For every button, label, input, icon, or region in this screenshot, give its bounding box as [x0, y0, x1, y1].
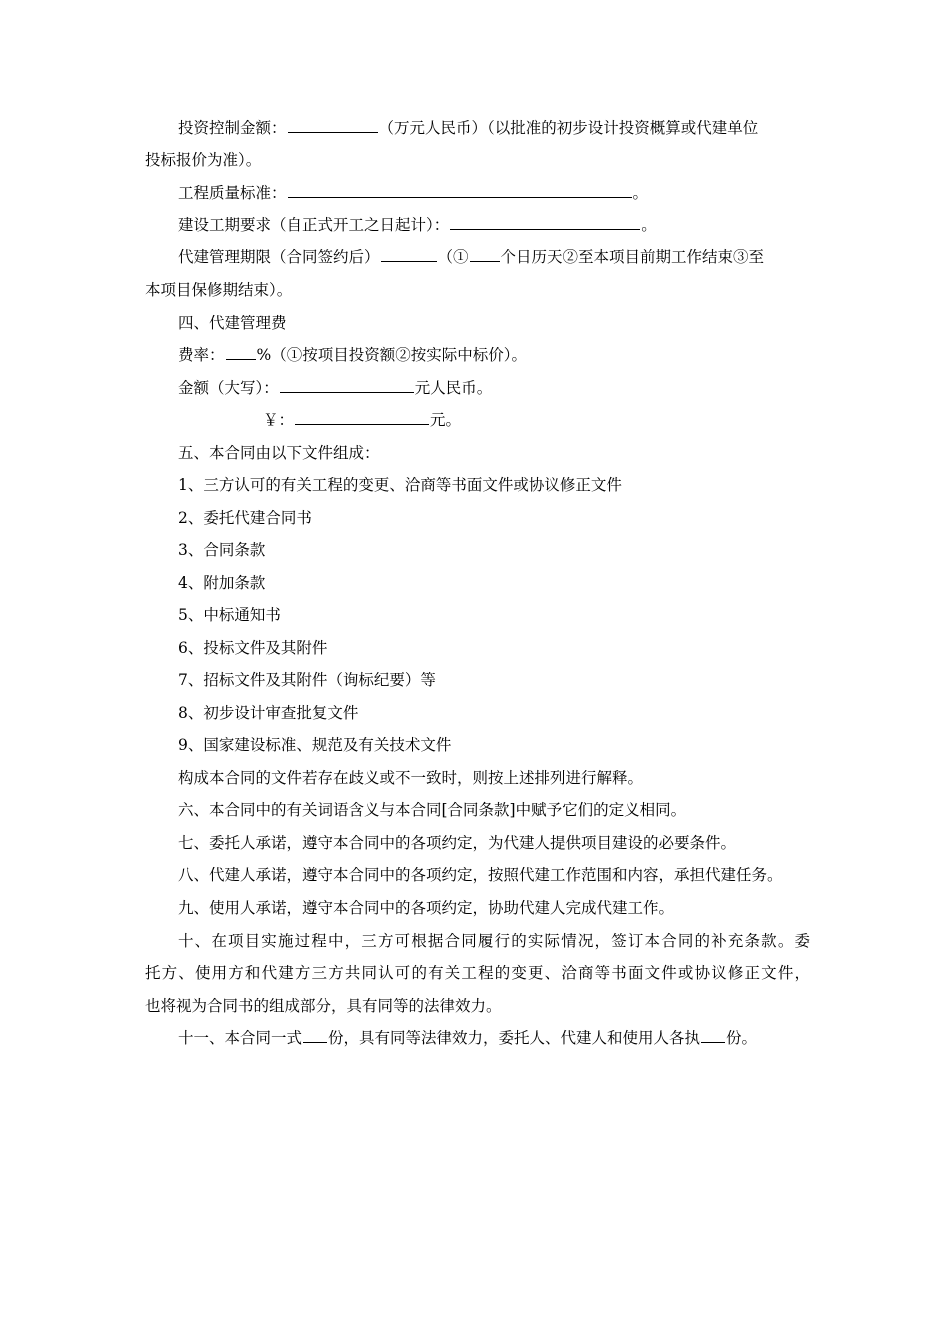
doc-item: 6、投标文件及其附件 — [178, 639, 328, 657]
fee-amount-blank[interactable] — [280, 378, 414, 393]
fee-yen-unit: 元。 — [430, 411, 462, 429]
doc-item: 4、附加条款 — [178, 574, 266, 592]
quality-blank[interactable] — [288, 183, 632, 198]
clause-8: 八、代建人承诺，遵守本合同中的各项约定，按照代建工作范围和内容，承担代建任务。 — [178, 866, 783, 884]
quality-line — [178, 183, 810, 203]
fee-rate-line — [178, 345, 810, 365]
doc-item: 1、三方认可的有关工程的变更、洽商等书面文件或协议修正文件 — [178, 476, 622, 494]
clause-7: 七、委托人承诺，遵守本合同中的各项约定，为代建人提供项目建设的必要条件。 — [178, 834, 737, 852]
investment-line-cont: 投标报价为准）。 — [145, 151, 262, 169]
clause-11-part-c: 份。 — [726, 1029, 758, 1047]
mgmt-period-blank[interactable] — [381, 247, 437, 262]
fee-yen-blank[interactable] — [295, 410, 429, 425]
doc-item: 5、中标通知书 — [178, 606, 281, 624]
period-end: 。 — [641, 216, 657, 234]
investment-unit: （万元人民币）（以批准的初步设计投资概算或代建单位 — [378, 119, 759, 137]
clause-11-part-a: 十一、本合同一式 — [178, 1029, 303, 1047]
doc-item: 8、初步设计审查批复文件 — [178, 704, 359, 722]
clause-6: 六、本合同中的有关词语含义与本合同[合同条款]中赋予它们的定义相同。 — [178, 801, 687, 819]
doc-item: 7、招标文件及其附件（询标纪要）等 — [178, 671, 436, 689]
clause-10-line-2: 托方、使用方和代建方三方共同认可的有关工程的变更、洽商等书面文件或协议修正文件， — [145, 964, 810, 982]
docs-note: 构成本合同的文件若存在歧义或不一致时，则按上述排列进行解释。 — [178, 769, 644, 787]
period-label: 建设工期要求（自正式开工之日起计）： — [178, 216, 450, 234]
clause-11 — [178, 1028, 810, 1048]
fee-rate-unit: %（①按项目投资额②按实际中标价）。 — [256, 346, 527, 364]
mgmt-period-cont: 本项目保修期结束）。 — [145, 281, 293, 299]
fee-amount-line — [178, 378, 810, 398]
clause-10-line-1: 十、在项目实施过程中，三方可根据合同履行的实际情况，签订本合同的补充条款。委 — [178, 932, 810, 950]
mgmt-period-line — [178, 247, 810, 267]
investment-amount-blank[interactable] — [288, 118, 378, 133]
fee-heading: 四、代建管理费 — [178, 314, 287, 332]
fee-amount-label: 金额（大写）： — [178, 379, 279, 397]
period-blank[interactable] — [450, 215, 640, 230]
fee-yen-label: ￥： — [263, 411, 295, 429]
copies-each-blank[interactable] — [701, 1028, 725, 1043]
fee-yen-line — [263, 410, 928, 430]
mgmt-period-opt2: 个日历天②至本项目前期工作结束③至 — [500, 248, 765, 266]
clause-10-line-3: 也将视为合同书的组成部分，具有同等的法律效力。 — [145, 997, 502, 1015]
docs-heading: 五、本合同由以下文件组成： — [178, 444, 380, 462]
quality-label: 工程质量标准： — [178, 184, 287, 202]
investment-label: 投资控制金额： — [178, 119, 287, 137]
doc-item: 2、委托代建合同书 — [178, 509, 312, 527]
fee-rate-blank[interactable] — [226, 345, 256, 360]
mgmt-period-opt1: （① — [437, 248, 469, 266]
mgmt-days-blank[interactable] — [470, 247, 500, 262]
mgmt-period-label: 代建管理期限（合同签约后） — [178, 248, 380, 266]
clause-9: 九、使用人承诺，遵守本合同中的各项约定，协助代建人完成代建工作。 — [178, 899, 675, 917]
period-line — [178, 215, 810, 235]
fee-rate-label: 费率： — [178, 346, 225, 364]
fee-amount-unit: 元人民币。 — [414, 379, 493, 397]
quality-end: 。 — [632, 184, 649, 202]
clause-11-part-b: 份，具有同等法律效力，委托人、代建人和使用人各执 — [328, 1029, 701, 1047]
investment-line — [178, 118, 810, 138]
doc-item: 3、合同条款 — [178, 541, 266, 559]
copies-total-blank[interactable] — [303, 1028, 327, 1043]
doc-item: 9、国家建设标准、规范及有关技术文件 — [178, 736, 452, 754]
